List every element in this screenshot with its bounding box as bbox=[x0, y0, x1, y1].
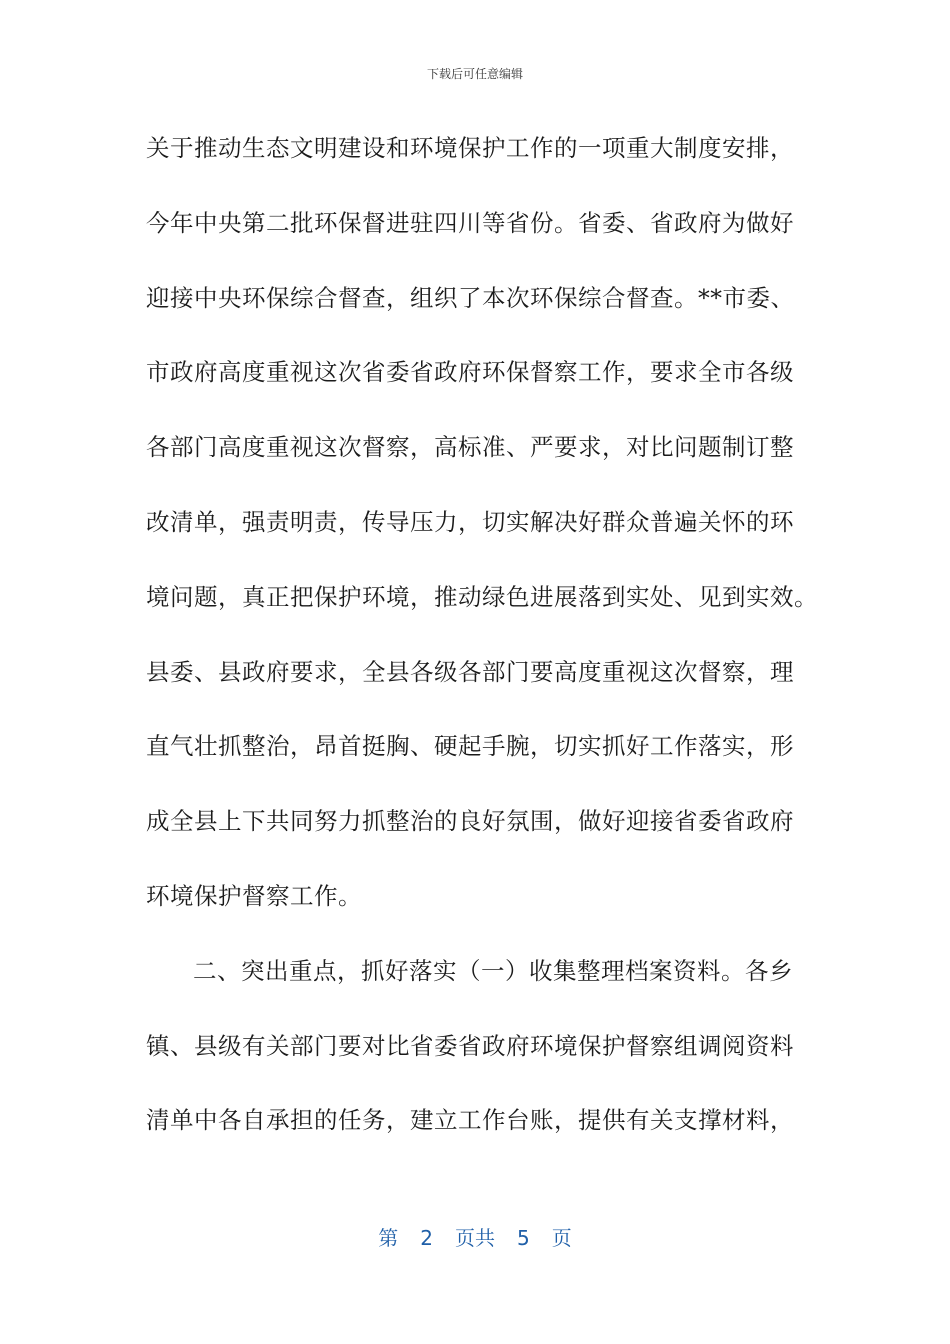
paragraph-line: 迎接中央环保综合督查，组织了本次环保综合督查。**市委、 bbox=[146, 283, 795, 312]
paragraph-line: 镇、县级有关部门要对比省委省政府环境保护督察组调阅资料 bbox=[146, 1031, 794, 1060]
page-label-middle: 页共 bbox=[455, 1226, 495, 1250]
current-page-number: 2 bbox=[420, 1226, 433, 1250]
total-page-number: 5 bbox=[517, 1226, 530, 1250]
paragraph-line: 县委、县政府要求，全县各级各部门要高度重视这次督察，理 bbox=[146, 657, 794, 686]
paragraph-line: 关于推动生态文明建设和环境保护工作的一项重大制度安排， bbox=[146, 134, 794, 162]
page-number-footer bbox=[0, 1226, 950, 1250]
paragraph-line: 今年中央第二批环保督进驻四川等省份。省委、省政府为做好 bbox=[146, 208, 794, 237]
paragraph-line: 环境保护督察工作。 bbox=[146, 881, 362, 910]
paragraph-line: 直气壮抓整治，昂首挺胸、硬起手腕，切实抓好工作落实，形 bbox=[146, 732, 794, 761]
paragraph-line: 境问题，真正把保护环境，推动绿色进展落到实处、见到实效。 bbox=[146, 582, 818, 611]
paragraph-line: 各部门高度重视这次督察，高标准、严要求，对比问题制订整 bbox=[146, 433, 794, 462]
paragraph-line: 清单中各自承担的任务，建立工作台账，提供有关支撑材料， bbox=[146, 1106, 794, 1135]
paragraph-line: 改清单，强责明责，传导压力，切实解决好群众普遍关怀的环 bbox=[146, 507, 794, 536]
paragraph-line: 成全县上下共同努力抓整治的良好氛围，做好迎接省委省政府 bbox=[146, 807, 794, 836]
document-body bbox=[146, 128, 816, 1175]
paragraph-line: 市政府高度重视这次省委省政府环保督察工作，要求全市各级 bbox=[146, 358, 794, 387]
section-heading-line: 二、突出重点，抓好落实（一）收集整理档案资料。各乡 bbox=[193, 956, 793, 985]
page-header-note: 下载后可任意编辑 bbox=[426, 67, 523, 81]
page-label-suffix: 页 bbox=[551, 1226, 572, 1250]
page-label-prefix: 第 bbox=[378, 1226, 399, 1250]
